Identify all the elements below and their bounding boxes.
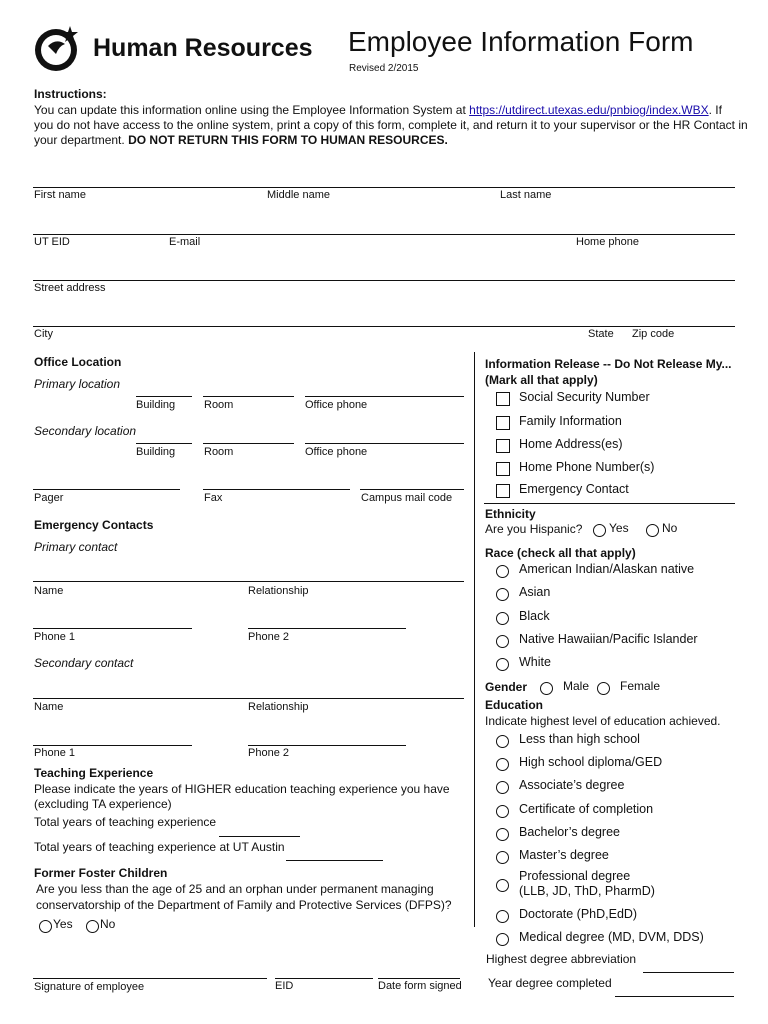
eis-link[interactable]: https://utdirect.utexas.edu/pnbiog/index.WBX (469, 103, 709, 117)
signature-line[interactable] (33, 978, 267, 979)
foster-yes-label: Yes (53, 917, 73, 931)
hispanic-no-label: No (662, 521, 678, 535)
race-american-indian-radio[interactable] (496, 565, 509, 578)
hispanic-yes-label: Yes (609, 521, 629, 535)
city-field-line[interactable] (33, 326, 735, 327)
contact-field-line[interactable] (33, 234, 735, 235)
info-release-heading: Information Release -- Do Not Release My... (485, 357, 732, 371)
pager-line[interactable] (33, 489, 180, 490)
foster-no-label: No (100, 917, 116, 931)
street-address-label: Street address (34, 282, 106, 294)
name-label: Name (34, 701, 64, 713)
release-divider (484, 503, 735, 504)
education-item-label: Master’s degree (519, 848, 609, 862)
phone1-label: Phone 1 (34, 747, 75, 759)
instructions-text: . If (708, 103, 722, 117)
degree-abbrev-label: Highest degree abbreviation (486, 952, 637, 966)
campus-mail-line[interactable] (360, 489, 464, 490)
secondary-room-line[interactable] (203, 443, 294, 444)
edu-masters-radio[interactable] (496, 851, 509, 864)
foster-children-heading: Former Foster Children (34, 866, 168, 880)
edu-bachelors-radio[interactable] (496, 828, 509, 841)
home-phone-label: Home phone (576, 236, 639, 248)
release-item-label: Home Phone Number(s) (519, 460, 655, 474)
edu-professional-radio[interactable] (496, 879, 509, 892)
secondary-location-label: Secondary location (34, 424, 137, 438)
edu-less-than-hs-radio[interactable] (496, 735, 509, 748)
relationship-label: Relationship (248, 701, 309, 713)
secondary-office-phone-line[interactable] (305, 443, 464, 444)
phone2-label: Phone 2 (248, 747, 289, 759)
instructions-text: You can update this information online using the Employee Information System at (34, 103, 470, 117)
secondary-phone1-line[interactable] (33, 745, 192, 746)
zip-code-label: Zip code (632, 328, 675, 340)
education-item-label: Bachelor’s degree (519, 825, 620, 839)
instructions-text: your department. (34, 133, 129, 147)
edu-doctorate-radio[interactable] (496, 910, 509, 923)
foster-question-2: conservatorship of the Department of Family and Protective Services (DFPS)? (36, 898, 452, 912)
emergency-contacts-heading: Emergency Contacts (34, 518, 154, 532)
primary-phone1-line[interactable] (33, 628, 192, 629)
race-item-label: American Indian/Alaskan native (519, 562, 695, 576)
race-item-label: Native Hawaiian/Pacific Islander (519, 632, 698, 646)
middle-name-label: Middle name (267, 189, 330, 201)
race-pacific-islander-radio[interactable] (496, 635, 509, 648)
release-phone-checkbox[interactable] (496, 462, 510, 476)
instructions-line-3 (34, 133, 448, 147)
release-item-label: Home Address(es) (519, 437, 623, 451)
office-phone-label: Office phone (305, 446, 368, 458)
race-white-radio[interactable] (496, 658, 509, 671)
primary-contact-label: Primary contact (34, 540, 118, 554)
release-item-label: Family Information (519, 414, 622, 428)
column-divider (474, 352, 475, 927)
brand-name: Human Resources (93, 34, 313, 62)
edu-certificate-radio[interactable] (496, 805, 509, 818)
room-label: Room (204, 399, 234, 411)
race-item-label: Black (519, 609, 550, 623)
race-asian-radio[interactable] (496, 588, 509, 601)
phone2-label: Phone 2 (248, 631, 289, 643)
info-release-subheading: (Mark all that apply) (485, 373, 598, 387)
room-label: Room (204, 446, 234, 458)
education-professional-detail: (LLB, JD, ThD, PharmD) (519, 884, 655, 898)
foster-yes-radio[interactable] (39, 920, 52, 933)
teaching-experience-heading: Teaching Experience (34, 766, 154, 780)
last-name-label: Last name (500, 189, 552, 201)
building-label: Building (136, 399, 176, 411)
revised-date: Revised 2/2015 (349, 63, 419, 74)
total-teaching-ut-label: Total years of teaching experience at UT Austin (34, 840, 285, 854)
secondary-contact-label: Secondary contact (34, 656, 134, 670)
gender-female-label: Female (620, 679, 661, 693)
fax-label: Fax (204, 492, 223, 504)
gender-heading: Gender (485, 680, 528, 694)
degree-abbrev-line[interactable] (643, 972, 734, 973)
instructions-line-1 (34, 103, 722, 117)
release-family-checkbox[interactable] (496, 416, 510, 430)
foster-question-1: Are you less than the age of 25 and an orphan under permanent managing (36, 882, 434, 896)
hispanic-yes-radio[interactable] (593, 524, 606, 537)
education-professional-label: Professional degree (519, 869, 631, 883)
edu-hs-diploma-radio[interactable] (496, 758, 509, 771)
phone1-label: Phone 1 (34, 631, 75, 643)
ethnicity-heading: Ethnicity (485, 507, 536, 521)
office-phone-label: Office phone (305, 399, 368, 411)
primary-phone2-line[interactable] (248, 628, 406, 629)
primary-name-line[interactable] (33, 581, 464, 582)
gender-female-radio[interactable] (597, 682, 610, 695)
primary-location-label: Primary location (34, 377, 121, 391)
street-field-line[interactable] (33, 280, 735, 281)
campus-mail-label: Campus mail code (361, 492, 453, 504)
race-item-label: Asian (519, 585, 551, 599)
secondary-phone2-line[interactable] (248, 745, 406, 746)
form-title: Employee Information Form (348, 26, 694, 57)
education-item-label: Less than high school (519, 732, 640, 746)
building-label: Building (136, 446, 176, 458)
first-name-label: First name (34, 189, 86, 201)
edu-medical-radio[interactable] (496, 933, 509, 946)
release-item-label: Emergency Contact (519, 482, 629, 496)
education-item-label: Associate’s degree (519, 778, 625, 792)
state-label: State (588, 328, 614, 340)
city-label: City (34, 328, 53, 340)
secondary-building-line[interactable] (136, 443, 192, 444)
gender-male-radio[interactable] (540, 682, 553, 695)
office-location-heading: Office Location (34, 355, 122, 369)
instructions-line-2: you do not have access to the online system, print a copy of this form, complete it, and return it to your supervisor or the HR Contact in (34, 118, 748, 132)
signature-label: Signature of employee (34, 981, 145, 993)
total-teaching-ut-line[interactable] (286, 860, 383, 861)
date-signed-label: Date form signed (378, 980, 462, 992)
sig-eid-line[interactable] (275, 978, 373, 979)
education-doctorate-label: Doctorate (PhD,EdD) (519, 907, 638, 921)
education-item-label: High school diploma/GED (519, 755, 663, 769)
email-label: E-mail (169, 236, 201, 248)
year-completed-label: Year degree completed (488, 976, 612, 990)
release-emergency-checkbox[interactable] (496, 484, 510, 498)
primary-office-phone-line[interactable] (305, 396, 464, 397)
education-medical-label: Medical degree (MD, DVM, DDS) (519, 930, 704, 944)
instructions-heading: Instructions: (34, 87, 107, 101)
education-heading: Education (485, 698, 544, 712)
longhorn-star-icon (32, 24, 82, 74)
total-teaching-label: Total years of teaching experience (34, 815, 217, 829)
secondary-name-line[interactable] (33, 698, 464, 699)
race-black-radio[interactable] (496, 612, 509, 625)
release-address-checkbox[interactable] (496, 439, 510, 453)
race-heading: Race (check all that apply) (485, 546, 636, 560)
race-item-label: White (519, 655, 551, 669)
edu-associates-radio[interactable] (496, 781, 509, 794)
hispanic-no-radio[interactable] (646, 524, 659, 537)
education-desc: Indicate highest level of education achieved. (485, 714, 721, 728)
sig-eid-label: EID (275, 980, 294, 992)
foster-no-radio[interactable] (86, 920, 99, 933)
primary-building-line[interactable] (136, 396, 192, 397)
ut-eid-label: UT EID (34, 236, 70, 248)
primary-room-line[interactable] (203, 396, 294, 397)
gender-male-label: Male (563, 679, 590, 693)
total-teaching-line[interactable] (219, 836, 300, 837)
fax-line[interactable] (203, 489, 350, 490)
teaching-desc-1: Please indicate the years of HIGHER education teaching experience you have (34, 782, 450, 796)
year-completed-line[interactable] (615, 996, 734, 997)
name-label: Name (34, 585, 64, 597)
teaching-desc-2: (excluding TA experience) (34, 797, 172, 811)
release-ssn-checkbox[interactable] (496, 392, 510, 406)
education-item-label: Certificate of completion (519, 802, 654, 816)
name-field-line[interactable] (33, 187, 735, 188)
hispanic-question: Are you Hispanic? (485, 522, 583, 536)
ut-logo (32, 24, 82, 74)
pager-label: Pager (34, 492, 64, 504)
do-not-return-warning: DO NOT RETURN THIS FORM TO HUMAN RESOURCES. (128, 133, 448, 147)
release-item-label: Social Security Number (519, 390, 650, 404)
relationship-label: Relationship (248, 585, 309, 597)
date-signed-line[interactable] (378, 978, 460, 979)
